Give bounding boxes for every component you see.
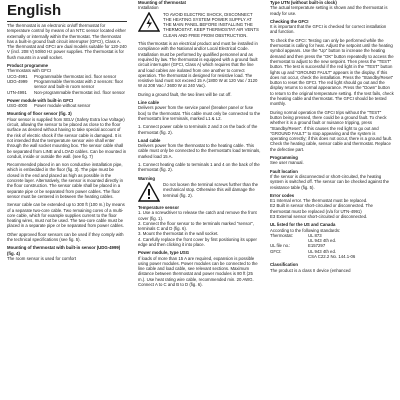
power-module-desc: Power module without sensor <box>34 103 91 109</box>
classification-paragraph: The product is a class II device (enhanced <box>270 267 351 273</box>
load-cable-paragraph: Delivers power from the thermostat to the heating cable. This cable must only be connected to the thermostat's load terminals, marked load 15 A. <box>138 143 261 159</box>
page-title: English <box>7 2 62 19</box>
temp-sensor-steps <box>138 210 261 247</box>
ul-standard-label <box>270 254 308 259</box>
load-cable-step: 1. Connect heating cable to terminals 1 and 4 on the back of the thermostat (fig. 2). <box>138 162 260 173</box>
power-module-code: USG-4000 <box>7 103 28 109</box>
error-code-item: E1 Internal error. The thermostat must be replaced. <box>270 198 368 204</box>
ul-standard-row <box>270 254 394 259</box>
programming-heading: Programming <box>270 155 298 161</box>
ul-standard-value: UL 943 4th ed. <box>308 238 337 244</box>
builtin-sensor-paragraph: The room sensor is used for comfort <box>7 255 77 261</box>
fault-location-heading: Fault location <box>270 168 298 174</box>
floor-sensor-paragraph-2: Recommended placed in an non conductive installation pipe, which is embedded in the floor (fig. 3). The pipe must be closed in the end and placed as high as possible in the concrete layer. Alternatively, the sensor is mounted directly in the floor construction. The sensor cable shall be placed in a separate pipe or be separated from power cables. The floor sensor must be centered in between the heating cables. <box>7 162 123 199</box>
line-cable-step: 1. Connect power cable to terminals 2 and 3 on the back of the thermostat (fig. 2). <box>138 124 258 135</box>
exclamation-triangle-icon <box>138 182 160 202</box>
error-codes-list <box>270 198 394 219</box>
utn-heading: Type UTN (without built-in clock) <box>270 0 337 5</box>
step-item: 3. Mount the thermostat in the wall socket. <box>138 231 219 237</box>
usg-paragraph: If loads of more than 15 A are required, expansion is possible using power modules. Power modules can be connected to the line cable and load cable, see relevant sections. Maximum distance between thermostat and power modules is 80 ft (25 m.). Use heat rating wire cable, recommended min. 20 AWG. Connect A to C and B to D (fig. 6). <box>138 255 258 288</box>
step-item: 1. Use a screwdriver to release the catch and remove the front cover (fig. 1). <box>138 210 257 221</box>
warning-triangle-icon <box>138 12 160 32</box>
power-module-heading: Power module with built-in GFCI <box>7 97 74 103</box>
product-row <box>7 90 127 95</box>
step-item: 2. Connect the floor sensor to the terminals marked "sensor", terminals C and D (fig. 6). <box>138 220 255 232</box>
products-subheading: Thermostats with GFCI <box>7 68 52 74</box>
install-paragraph-1: This thermostat is an electrical product and must be installed in compliance with the National and/or Local Electrical Code. Installation must be performed by qualified personnel and as required by law. The thermostat is equipped with a ground fault circuit interrupter (GFCI, Class A) which requires that the line and load cables are isolated from one another to correct operation. The thermostat is designed for resistive load. The resistive load must not exceed 15 A (1800 W at 120 Vac / 3120 W at 208 Vac / 3600 W at 240 Vac). <box>138 41 258 89</box>
line-cable-heading: Line cable <box>138 100 160 106</box>
ul-standard-label: Thermostat: <box>270 232 293 238</box>
error-code-item: E3 External sensor short-circuited or disconnected. <box>270 213 368 219</box>
shock-warning <box>138 12 261 38</box>
ul-standard-value: E157297 <box>308 243 326 249</box>
ul-standard-value: CSA C22.2 No. 144.1-06 <box>308 254 356 260</box>
install-subheading: Installation <box>138 5 159 11</box>
terminal-warning-heading: Warning <box>138 175 156 181</box>
floor-sensor-paragraph-3: Sensor cable can be extended up to 300 ft (100 m.) by means of a separate two-core cable. Two remaining cores of a multi-core cable, which for example supplies current to the floor heating wires, must not be used. The two-core cable must be placed in a separate pipe or be separated from power cables. <box>7 202 125 229</box>
products-heading: Product programme <box>7 63 49 69</box>
classification-heading: Classification <box>270 262 298 268</box>
terminal-warning-text: Do not loosen the terminal screws further than the mechanical stop. Otherwise this will damage the terminal (fig. 2). <box>163 181 259 198</box>
column-1 <box>7 0 127 261</box>
ul-standard-label: UL file no.: <box>270 243 291 249</box>
product-code: UTN-4991 <box>7 89 27 95</box>
gfci-heading: Checking the GFCI <box>270 18 309 24</box>
ul-standard-value: UL 873 <box>308 232 322 238</box>
ul-standard-value: UL 943 4th ed. <box>308 248 337 254</box>
product-desc: Programmable thermostat incl. floor sensor <box>34 73 117 79</box>
line-cable-paragraph: Delivers power from the service panel (breaker panel or fuse box) to the thermostat. This cable must only be connected to the thermostat's line terminals, marked L1 & L2. <box>138 105 261 121</box>
error-code-item: E2 Built in sensor short-circuited or disconnected. The thermostat must be replaced (n/a for UTN-4991) <box>270 203 373 214</box>
fault-location-paragraph: If the sensor is disconnected or short-circuited, the heating system is switched off. The sensor can be checked against the resistance table (fig. 5). <box>270 173 390 190</box>
column-3 <box>270 0 394 273</box>
utn-paragraph: The actual temperature setting is shown and the thermostat is ready for use. <box>270 5 388 16</box>
floor-sensor-paragraph-4: Other approved floor sensors can be used if they comply with the technical specifications (see fig. 5). <box>7 231 124 242</box>
ul-intro: According to the following standards: <box>270 227 341 233</box>
product-code: UCG-4991 <box>7 73 28 79</box>
usg-heading: Power module, type USG <box>138 250 190 256</box>
product-desc: Programmable thermostat with 2 sensors: floor sensor and built-in room sensor <box>34 78 124 90</box>
temp-sensor-heading: Temperature sensor <box>138 204 179 210</box>
product-desc: Non-programmable thermostat incl. floor sensor <box>34 89 125 95</box>
gfci-paragraph-2: To check the GFCI: Testing can only be performed while the thermostat is calling for heat. Adjust the setpoint until the heating symbol appears. Use the "Up" button to increase the heating demand and then press the "OK" button repeatedly to access the thermostat to adjust to the new setpoint. Then press the "TEST" button. The test is successful if the red light in the "TEST" button lights up and "GROUND FAULT" appears in the display. If this does not occur, check the installation. Press the "Standby/Reset" button to reset the GFCI. The red light should go out and the display returns to normal appearance. Press the "Down" button to return to the original temperature setting. If the test fails, check the heating cable and thermostat. The GFCI should be tested monthly. <box>270 37 394 107</box>
power-module-row <box>7 103 127 108</box>
gfci-paragraph-1: It is important that the GFCI is checked for correct installation and function. <box>270 24 387 35</box>
ul-standard-label: GFCI: <box>270 248 282 254</box>
product-row <box>7 79 127 90</box>
title-divider <box>7 21 127 22</box>
install-heading: Mounting of thermostat <box>138 0 186 5</box>
gfci-paragraph-3: During normal operation the GFCI trips without the "TEST" button being pressed, there could be a ground fault. To check whether it is a ground fault or nuisance tripping, press "Standby/Reset". If this causes the red light to go out and "GROUND FAULT" to stop appearing and the system is operating correctly; if this does not occur, there is a ground fault. Check the heating cable, sensor cable and thermostat. Replace the defective part. <box>270 109 393 152</box>
ul-standards-list <box>270 233 394 259</box>
product-code: UDG-4999 <box>7 78 28 84</box>
floor-sensor-heading: Mounting of floor sensor (fig. 3) <box>7 111 72 117</box>
error-codes-heading: Error codes <box>270 192 295 198</box>
ul-heading: UL listed for the US and Canada <box>270 222 336 228</box>
intro-paragraph: The thermostat is an electronic on/off thermostat for temperature control by means of an NTC sensor located either externally or internally within the thermostat. The thermostat has a built-in ground fault circuit interrupter (GFCI), Class A. The thermostat and GFCI are dual models suitable for 120-240 V (incl. 208 V) 50/60 Hz power supplies. The thermostat is for flush mounts in a wall socket. <box>7 23 127 60</box>
programming-paragraph: See user manual. <box>270 160 304 166</box>
builtin-sensor-heading: Mounting of thermostat with built-in sensor (UDG-4999) (fig. 4) <box>7 245 121 256</box>
step-item: 4. Carefully replace the front cover by first positioning its upper edge and then clicking it into place. <box>138 236 257 247</box>
install-paragraph-2: During a ground fault, the two lines will be cut off. <box>138 91 232 97</box>
terminal-warning <box>138 182 261 202</box>
column-2 <box>138 0 261 290</box>
load-cable-heading: Load cable <box>138 137 161 143</box>
shock-warning-text: TO AVOID ELECTRIC SHOCK, DISCONNECT THE HEATING SYSTEM POWER SUPPLY AT THE MAIN PANEL BEFORE INSTALLING THE THERMOSTAT. KEEP THERMOSTAT AIR VENTS CLEAN AND FREE FROM OBSTRUCTION. <box>163 11 259 38</box>
floor-sensor-paragraph-1: Floor sensor is supplied from SELV (Safety Extra low Voltage) circuit, allowing the sensor to be placed as close to the floor surface as desired without having to take special account of the risk of electric shock if the sensor cable is damaged. It is not intended that the temperature sensor wire shall enter through the wall socket mounting box. The sensor cable shall be separated from LINE and LOAD cables. Can be mounted in conduit, inside or outside the wall. (see fig. 7) <box>7 116 127 159</box>
